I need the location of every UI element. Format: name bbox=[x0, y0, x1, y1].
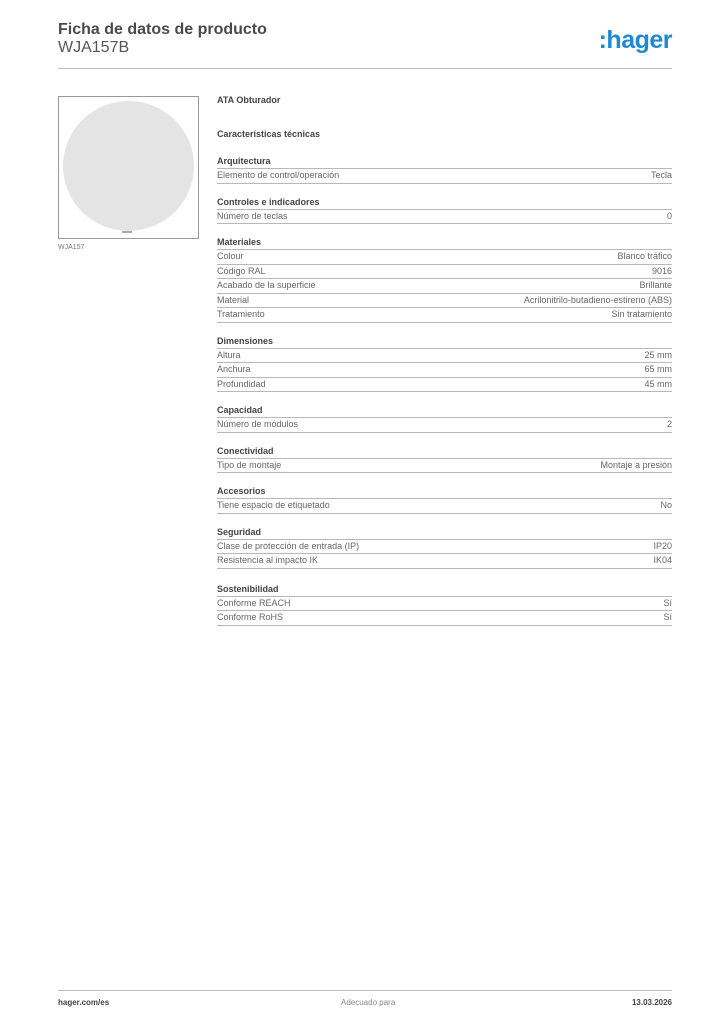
spec-section bbox=[217, 335, 672, 393]
spec-row bbox=[217, 540, 672, 555]
spec-row bbox=[217, 210, 672, 225]
spec-row bbox=[217, 294, 672, 309]
spec-value: IK04 bbox=[653, 555, 672, 565]
spec-section bbox=[217, 404, 672, 433]
spec-value: 65 mm bbox=[644, 364, 672, 374]
spec-label: Tiene espacio de etiquetado bbox=[217, 500, 330, 510]
spec-label: Clase de protección de entrada (IP) bbox=[217, 540, 360, 551]
spec-row bbox=[217, 459, 672, 474]
spec-label: Altura bbox=[217, 349, 241, 360]
spec-value: Tecla bbox=[650, 170, 672, 180]
spec-value: 0 bbox=[666, 210, 672, 221]
spec-row bbox=[217, 554, 672, 569]
section-title: Accesorios bbox=[217, 485, 672, 499]
spec-row bbox=[217, 418, 672, 433]
section-title: Conectividad bbox=[217, 445, 672, 459]
spec-value: Sí bbox=[663, 597, 672, 608]
page-title: Ficha de datos de producto bbox=[58, 21, 267, 38]
spec-label: Elemento de control/operación bbox=[217, 170, 340, 180]
spec-section bbox=[217, 196, 672, 225]
spec-value: 45 mm bbox=[644, 378, 672, 389]
product-disc-shape bbox=[63, 101, 194, 231]
spec-label: Conforme RoHS bbox=[217, 612, 284, 622]
spec-row bbox=[217, 250, 672, 265]
spec-label: Número de módulos bbox=[217, 419, 299, 429]
spec-sections bbox=[217, 155, 672, 626]
spec-label: Conforme REACH bbox=[217, 597, 291, 608]
spec-section bbox=[217, 526, 672, 569]
footer-divider bbox=[58, 990, 672, 991]
footer-center: Adecuado para bbox=[341, 998, 396, 1007]
section-title: Controles e indicadores bbox=[217, 196, 672, 210]
spec-value: No bbox=[660, 500, 672, 510]
spec-label: Material bbox=[217, 294, 250, 305]
spec-label: Profundidad bbox=[217, 378, 266, 389]
footer-date: 13.03.2026 bbox=[631, 998, 672, 1007]
section-title: Materiales bbox=[217, 236, 672, 250]
product-notch bbox=[122, 231, 132, 233]
spec-row bbox=[217, 378, 672, 393]
section-title: Sostenibilidad bbox=[217, 583, 672, 597]
spec-row bbox=[217, 611, 672, 626]
spec-value: Brillante bbox=[639, 280, 672, 290]
footer-website[interactable]: hager.com/es bbox=[58, 998, 110, 1007]
spec-value: 9016 bbox=[651, 265, 672, 276]
spec-value: Sí bbox=[663, 612, 672, 622]
spec-label: Anchura bbox=[217, 364, 251, 374]
spec-row bbox=[217, 499, 672, 514]
spec-value: IP20 bbox=[653, 540, 672, 551]
section-title: Seguridad bbox=[217, 526, 672, 540]
spec-label: Número de teclas bbox=[217, 210, 288, 221]
spec-content bbox=[217, 95, 672, 626]
spec-value: Acrilonitrilo-butadieno-estireno (ABS) bbox=[523, 294, 672, 305]
spec-label: Tipo de montaje bbox=[217, 459, 282, 470]
tech-title: Características técnicas bbox=[217, 129, 321, 139]
spec-value: Sin tratamiento bbox=[611, 309, 672, 319]
spec-label: Tratamiento bbox=[217, 309, 265, 319]
spec-label: Colour bbox=[217, 251, 244, 261]
spec-value: Blanco tráfico bbox=[617, 251, 672, 261]
spec-section bbox=[217, 583, 672, 626]
spec-row bbox=[217, 169, 672, 184]
spec-value: 2 bbox=[666, 419, 672, 429]
spec-value: Montaje a presión bbox=[600, 459, 672, 470]
header-divider bbox=[58, 68, 672, 69]
spec-row bbox=[217, 308, 672, 323]
spec-section bbox=[217, 236, 672, 323]
spec-row bbox=[217, 265, 672, 280]
product-name: ATA Obturador bbox=[217, 95, 281, 105]
spec-section bbox=[217, 445, 672, 474]
section-title: Capacidad bbox=[217, 404, 672, 418]
spec-label: Acabado de la superficie bbox=[217, 280, 316, 290]
spec-row bbox=[217, 363, 672, 378]
product-image bbox=[58, 96, 199, 239]
spec-row bbox=[217, 349, 672, 364]
spec-label: Resistencia al impacto IK bbox=[217, 555, 319, 565]
image-caption: WJA157 bbox=[58, 244, 85, 251]
hager-logo: :hager bbox=[598, 26, 672, 54]
spec-row bbox=[217, 279, 672, 294]
spec-section bbox=[217, 155, 672, 184]
section-title: Arquitectura bbox=[217, 155, 672, 169]
spec-label: Código RAL bbox=[217, 265, 266, 276]
spec-section bbox=[217, 485, 672, 514]
section-title: Dimensiones bbox=[217, 335, 672, 349]
spec-value: 25 mm bbox=[644, 349, 672, 360]
spec-row bbox=[217, 597, 672, 612]
product-code: WJA157B bbox=[58, 39, 130, 56]
